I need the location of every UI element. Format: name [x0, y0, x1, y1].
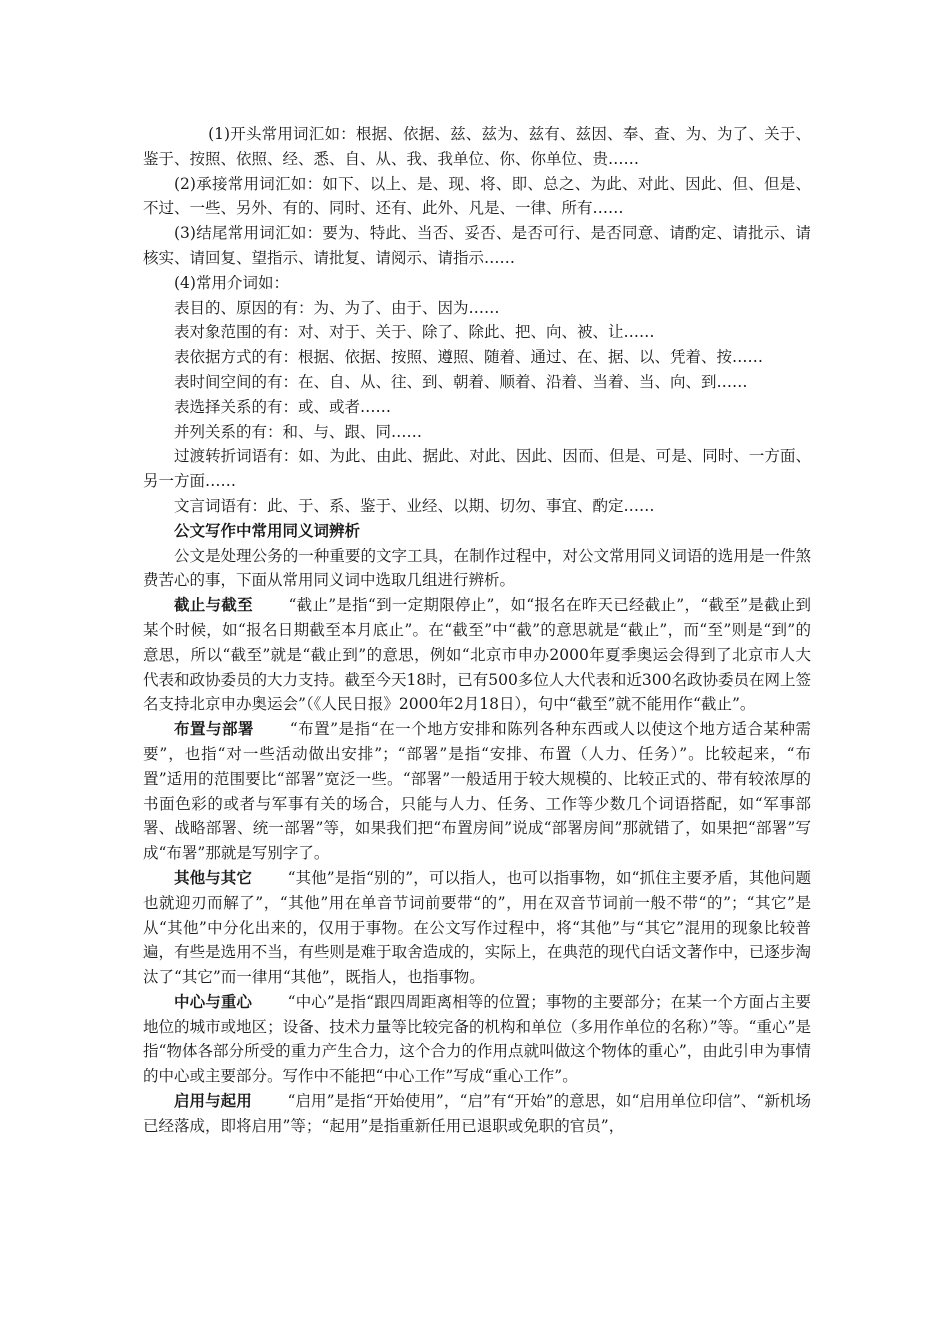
preposition-choice: 表选择关系的有：或、或者…… — [174, 397, 392, 416]
document-body — [143, 122, 811, 1139]
preposition-parallel: 并列关系的有：和、与、跟、同…… — [174, 422, 423, 441]
section-title: 公文写作中常用同义词辨析 — [174, 520, 361, 540]
preposition-basis: 表依据方式的有：根据、依据、按照、遵照、随着、通过、在、据、以、凭着、按…… — [174, 348, 764, 367]
vocab-connecting: (2)承接常用词汇如：如下、以上、是、现、将、即、总之、为此、对此、因此、但、但是、不过、一些、另外、有的、同时、还有、此外、凡是、一律、所有…… — [143, 174, 811, 218]
vocab-prepositions: (4)常用介词如： — [174, 273, 289, 292]
pair-body: “启用”是指“开始使用”，“启”有“开始”的意思，如“启用单位印信”、“新机场已经落成，即将启用”等；“起用”是指重新任用已退职或免职的官员”， — [143, 1092, 811, 1135]
section-intro: 公文是处理公务的一种重要的文字工具，在制作过程中，对公文常用同义词语的选用是一件煞费苦心的事，下面从常用同义词中选取几组进行辨析。 — [143, 546, 811, 590]
pair-term: 中心与重心 — [174, 991, 253, 1011]
vocab-opening: (1)开头常用词汇如：根据、依据、兹、兹为、兹有、兹因、奉、查、为、为了、关于、鉴于、按照、依照、经、悉、自、从、我、我单位、你、你单位、贵…… — [143, 125, 811, 168]
pair-body: “中心”是指“跟四周距离相等的位置；事物的主要部分；在某一个方面占主要地位的城市或地区；设备、技术力量等比较完备的机构和单位（多用作单位的名称）”等。“重心”是指“物体各部分所受的重力产生合力，这个合力的作用点就叫做这个物体的重心”，由此引申为事情的中心或主要部分。写作中不能把“中心工作”写成“重心工作”。 — [143, 992, 811, 1086]
preposition-time-space: 表时间空间的有：在、自、从、往、到、朝着、顺着、沿着、当着、当、向、到…… — [174, 372, 748, 391]
preposition-object: 表对象范围的有：对、对于、关于、除了、除此、把、向、被、让…… — [174, 323, 655, 342]
pair-term: 启用与起用 — [174, 1091, 252, 1111]
pair-body: “其他”是指“别的”，可以指人，也可以指事物，如“抓住主要矛盾，其他问题也就迎刃而解了”，“其他”用在单音节词前要带“的”，用在双音节词前一般不带“的”；“其它”是从“其他”中分化出来的，仅用于事物。在公文写作过程中，将“其他”与“其它”混用的现象比较普遍，有些是选用不当，有些则是难于取舍造成的，实际上，在典范的现代白话文著作中，已逐步淘汰了“其它”而一律用“其他”，既指人，也指事物。 — [143, 868, 811, 987]
pair-paragraph — [143, 717, 811, 866]
pair-term: 截止与截至 — [174, 595, 253, 615]
preposition-purpose: 表目的、原因的有：为、为了、由于、因为…… — [174, 298, 500, 317]
pair-body: “截止”是指“到一定期限停止”，如“报名在昨天已经截止”，“截至”是截止到某个时候，如“报名日期截至本月底止”。在“截至”中“截”的意思就是“截止”，而“至”则是“到”的意思，所以“截至”就是“截止到”的意思，例如“北京市申办2000年夏季奥运会得到了北京市人大代表和政协委员的大力支持。截至今天18时，已有500多位人大代表和近300名政协委员在网上签名支持北京申办奥运会”（《人民日报》2000年2月18日），句中“截至”就不能用作“截止”。 — [143, 596, 811, 714]
transition-words: 过渡转折词语有：如、为此、由此、据此、对此、因此、因而、但是、可是、同时、一方面、另一方面…… — [143, 447, 811, 491]
pair-term: 布置与部署 — [174, 719, 255, 739]
pair-body: “布置”是指“在一个地方安排和陈列各种东西或人以使这个地方适合某种需要”，也指“对一些活动做出安排”；“部署”是指“安排、布置（人力、任务）”。比较起来，“布置”适用的范围要比“部署”宽泛一些。“部署”一般适用于较大规模的、比较正式的、带有较浓厚的书面色彩的或者与军事有关的场合，只能与人力、任务、工作等少数几个词语搭配，如“军事部署、战略部署、统一部署”等，如果我们把“布置房间”说成“部署房间”那就错了，如果把“部署”写成“布署”那就是写别字了。 — [143, 720, 811, 863]
pair-paragraph — [143, 866, 811, 990]
classical-words: 文言词语有：此、于、系、鉴于、业经、以期、切勿、事宜、酌定…… — [174, 496, 655, 515]
pair-paragraph — [143, 1089, 811, 1139]
pair-term: 其他与其它 — [174, 867, 252, 887]
vocab-closing: (3)结尾常用词汇如：要为、特此、当否、妥否、是否可行、是否同意、请酌定、请批示、请核实、请回复、望指示、请批复、请阅示、请指示…… — [143, 224, 811, 267]
pair-paragraph — [143, 593, 811, 717]
pair-paragraph — [143, 990, 811, 1089]
